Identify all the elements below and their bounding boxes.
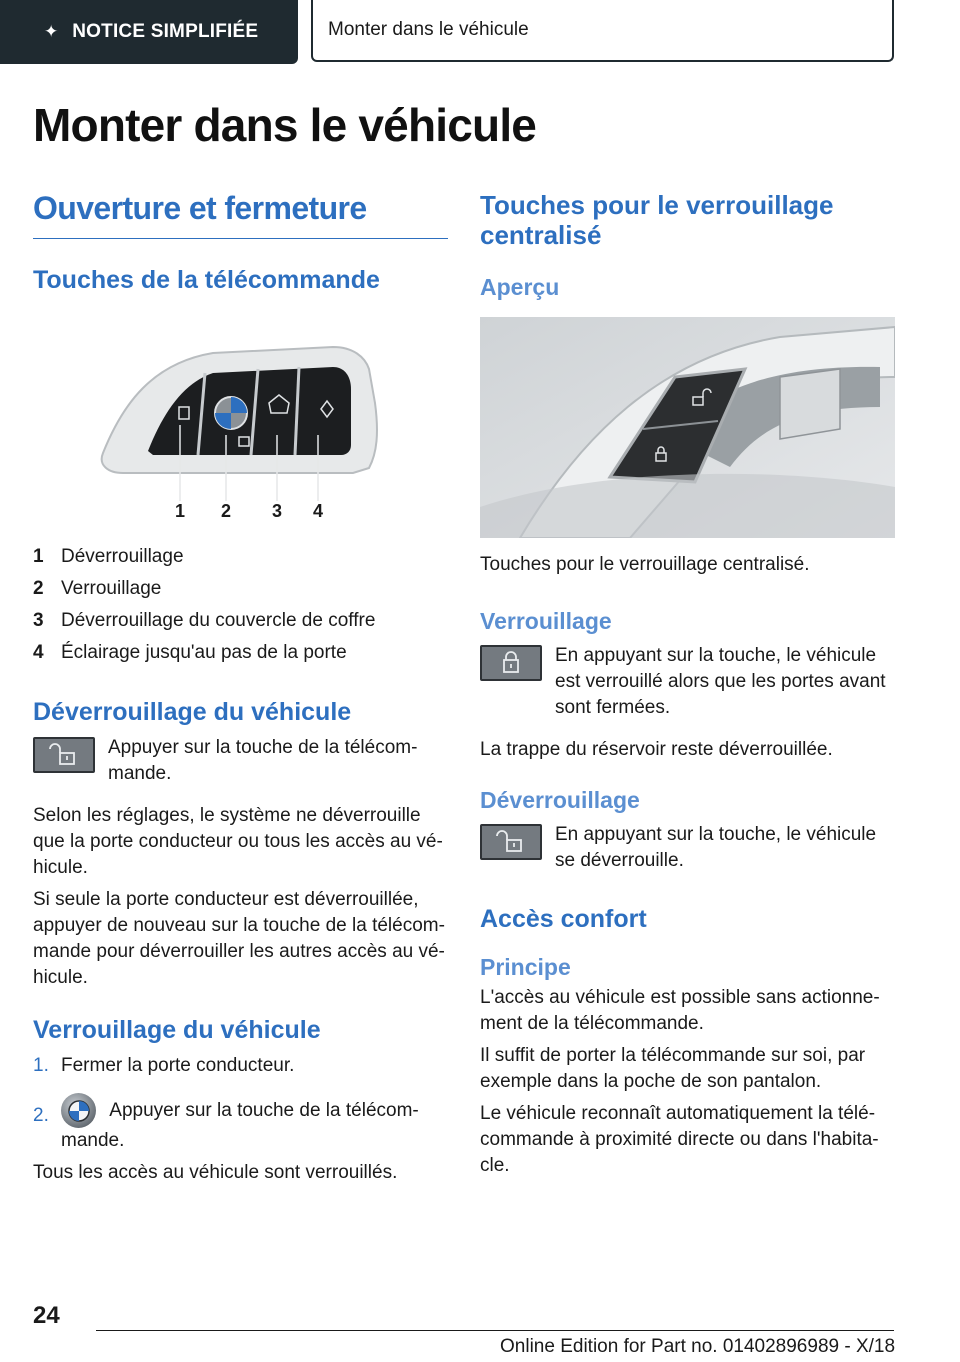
legend-number: 4 [33,642,44,663]
page-title: Monter dans le véhicule [33,99,537,151]
footer-rule [96,1330,894,1331]
lock-text: En appuyant sur la touche, le véhicule est verrouillé alors que les portes avant sont fermées. [555,645,886,718]
unlock-vehicle-heading: Déverrouillage du véhicule [33,698,352,726]
callout-1: 1 [175,501,186,521]
lock-note: La trappe du réservoir reste déverrouillée. [480,739,833,760]
quick-reference-icon: ✦ [44,22,59,41]
unlock-paragraph-1: Selon les réglages, le système ne déverrouille que la porte conducteur ou tous les accès au vé-hicule. [33,805,443,878]
lock-heading: Verrouillage [480,608,612,634]
unlock-button-icon [33,737,95,773]
legend-item [33,541,448,573]
photo-caption: Touches pour le verrouillage centralisé. [480,554,810,575]
step-text: Fermer la porte conducteur. [61,1055,295,1076]
overview-heading: Aperçu [480,274,560,300]
unlock-text: En appuyant sur la touche, le véhicule se déverrouille. [555,824,877,871]
principle-paragraph-3: Le véhicule reconnaît automatiquement la télé-commande à proximité directe ou dans l'habita-cle. [480,1103,879,1176]
legend-text: Verrouillage [61,578,162,599]
unlock-paragraph-2: Si seule la porte conducteur est déverrouillée, appuyer de nouveau sur la touche de la télécom-mande pour déverrouiller les autres accès au vé-hicule. [33,889,445,988]
remote-key-illustration [33,333,448,533]
unlock-instruction-right [480,822,895,874]
edition-text: Online Edition for Part no. 01402896989 - X/18 [500,1336,896,1357]
lock-steps [33,1053,448,1154]
legend-item [33,605,448,637]
breadcrumb-label: Monter dans le véhicule [328,19,529,40]
remote-legend [33,541,448,669]
lock-instruction [480,643,895,721]
unlock-instruction-text: Appuyer sur la touche de la télécom-mande. [108,737,418,784]
legend-text: Déverrouillage du couvercle de coffre [61,610,376,631]
principle-paragraph-1: L'accès au véhicule est possible sans actionne-ment de la télécommande. [480,987,880,1034]
legend-item [33,573,448,605]
legend-text: Éclairage jusqu'au pas de la porte [61,642,347,663]
legend-number: 3 [33,610,44,631]
step-item [33,1053,448,1079]
comfort-access-heading: Accès confort [480,905,647,933]
unlock-heading: Déverrouillage [480,787,640,813]
lock-button-icon [480,645,542,681]
section-title: Ouverture et fermeture [33,190,367,226]
step-text: Appuyer sur la touche de la télécom-mande. [61,1099,419,1151]
legend-item [33,637,448,669]
central-locking-heading: Touches pour le verrouillage centralisé [480,190,834,250]
principle-paragraph-2: Il suffit de porter la télécommande sur soi, par exemple dans la poche de son pantalon. [480,1045,866,1092]
left-column [33,190,448,1186]
breadcrumb[interactable] [311,0,894,62]
callout-4: 4 [313,501,324,521]
bmw-logo-icon [61,1093,96,1128]
lock-result: Tous les accès au véhicule sont verrouillés. [33,1162,398,1183]
legend-number: 1 [33,546,44,567]
page-number: 24 [33,1302,60,1329]
step-item [33,1093,448,1154]
door-panel-photo [480,317,895,538]
principle-heading: Principe [480,954,571,980]
remote-heading: Touches de la télécommande [33,266,380,294]
section-tab[interactable] [0,0,298,64]
callout-2: 2 [221,501,232,521]
lock-vehicle-heading: Verrouillage du véhicule [33,1016,321,1044]
callout-3: 3 [272,501,283,521]
right-column [480,190,895,1179]
step-number: 2. [33,1105,49,1126]
legend-text: Déverrouillage [61,546,184,567]
section-rule [33,238,448,239]
unlock-button-icon [480,824,542,860]
unlock-instruction [33,735,448,787]
legend-number: 2 [33,578,44,599]
section-tab-label: NOTICE SIMPLIFIÉE [72,21,259,42]
step-number: 1. [33,1055,49,1076]
